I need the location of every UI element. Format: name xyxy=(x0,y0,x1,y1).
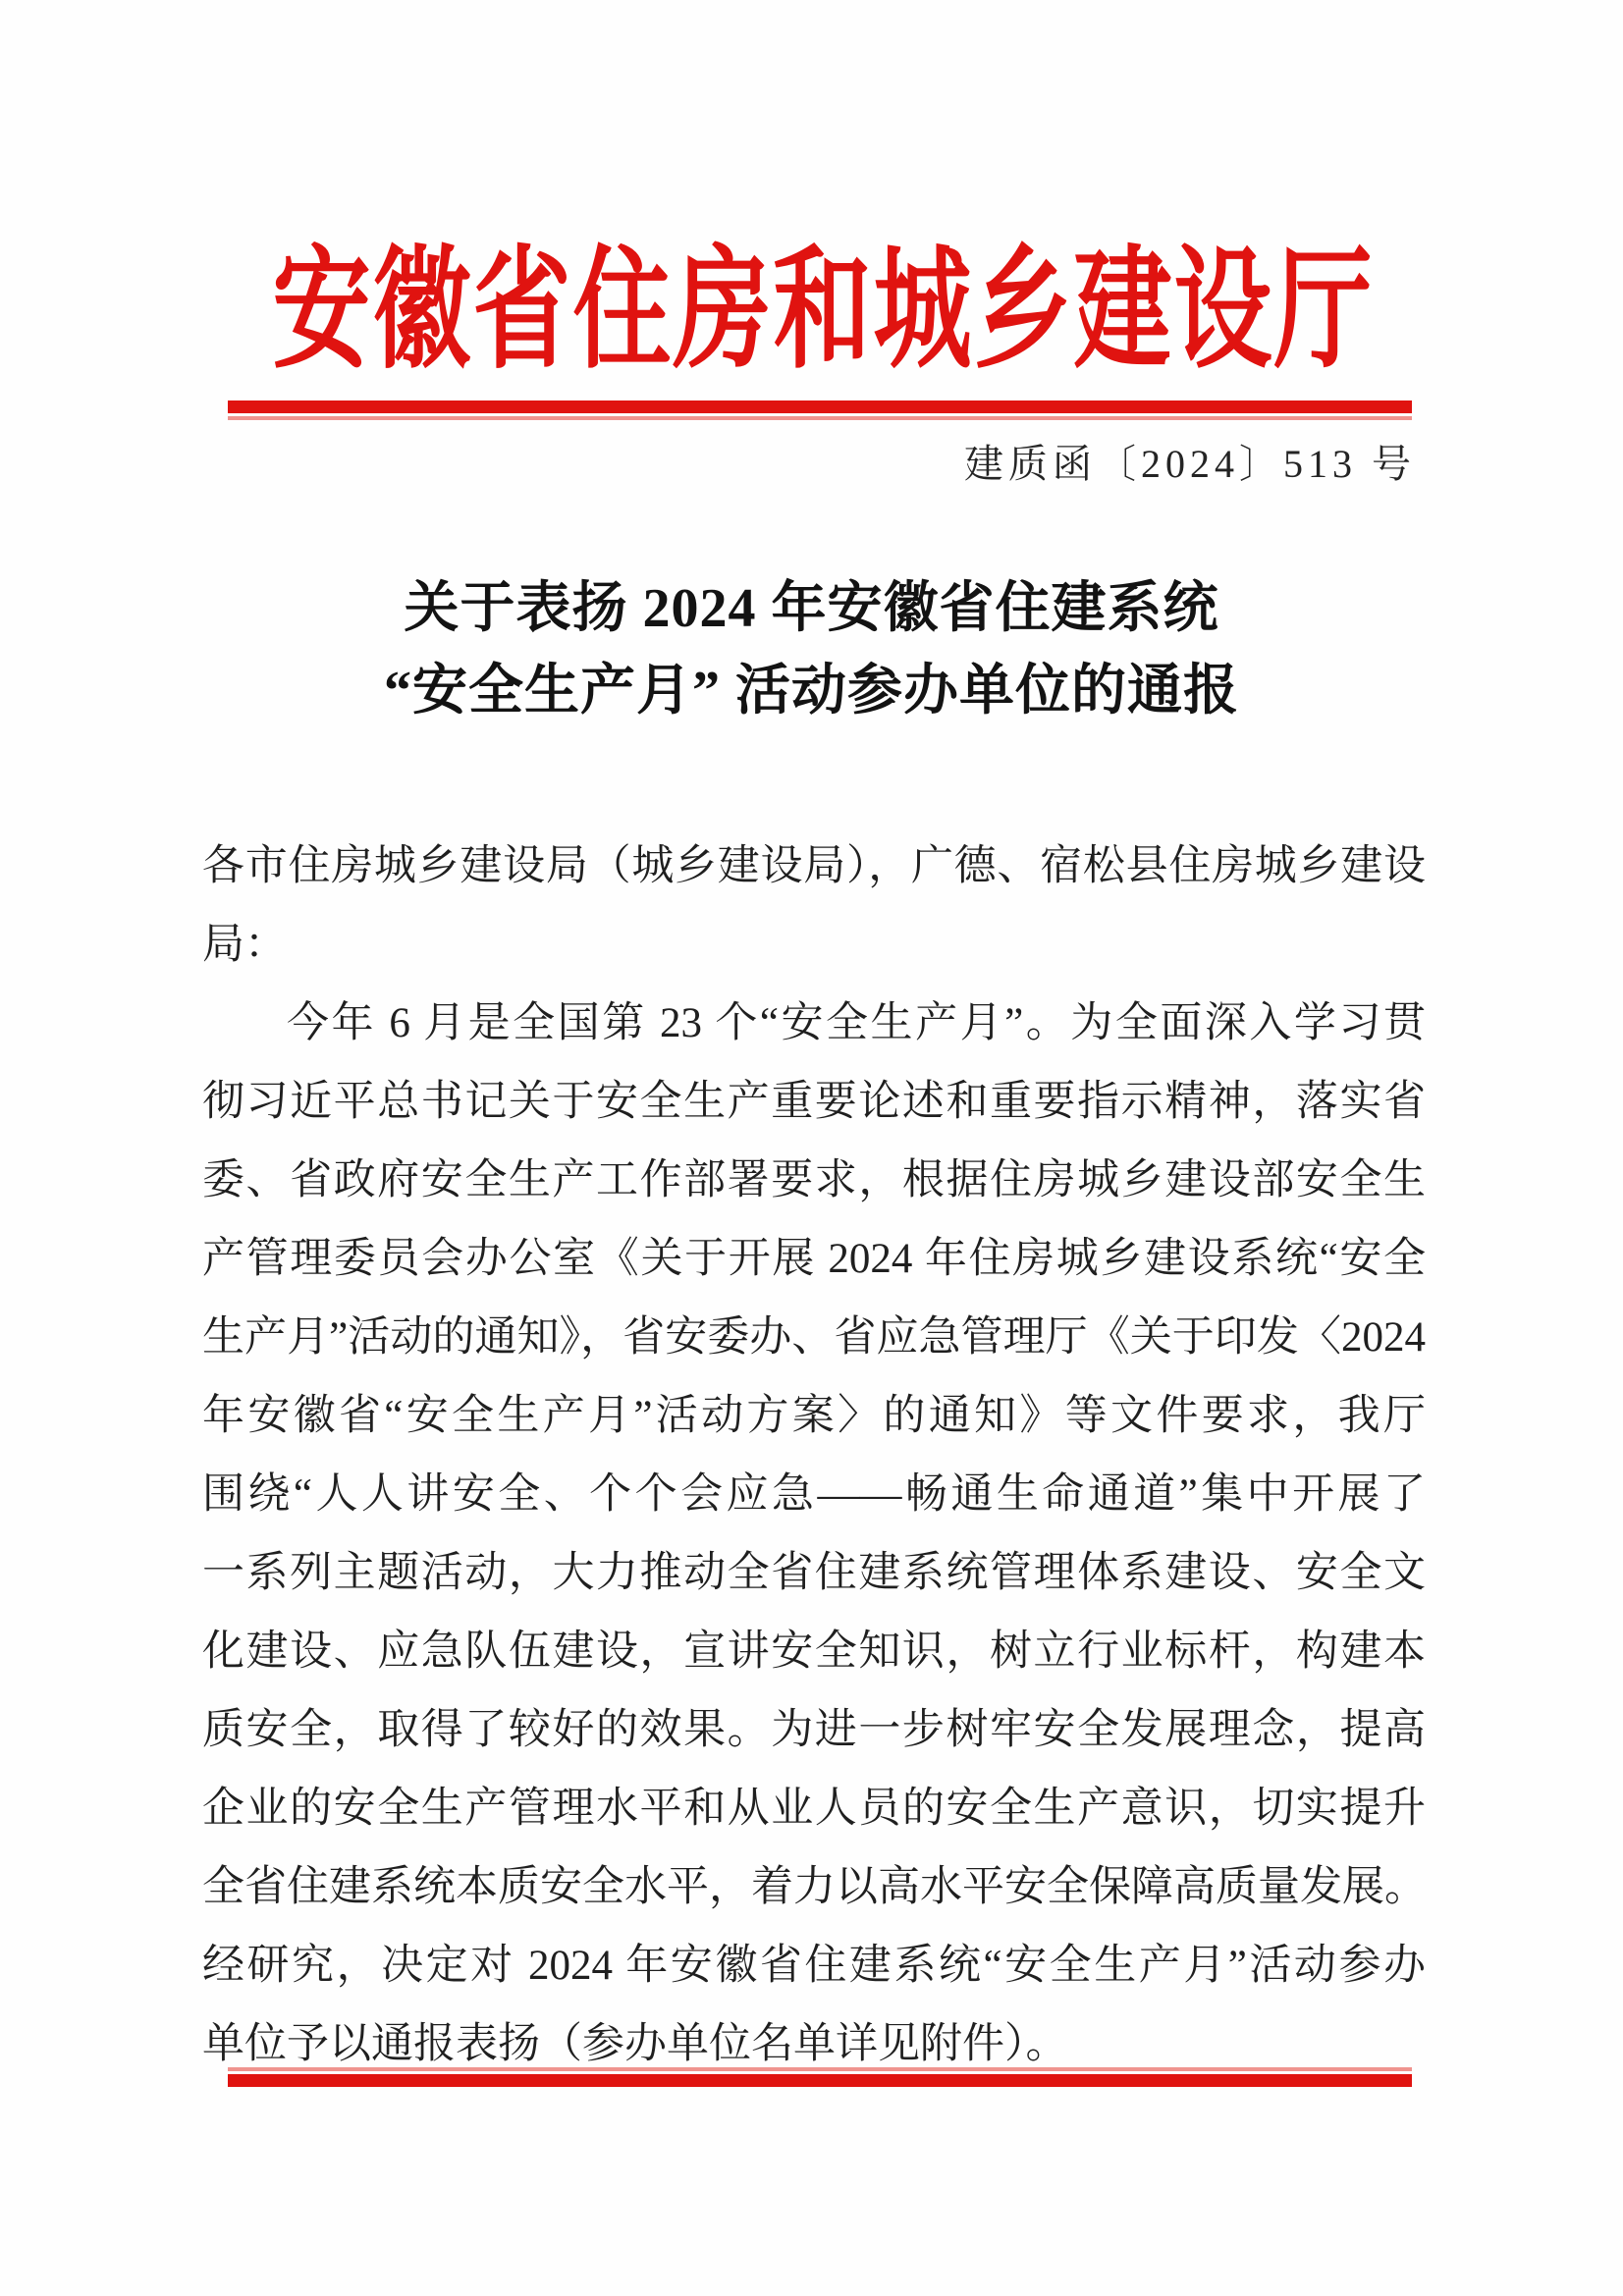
body-line: 经研究，决定对 2024 年安徽省住建系统“安全生产月”活动参办 xyxy=(202,1943,1426,1989)
body-line: 化建设、应急队伍建设，宣讲安全知识，树立行业标杆，构建本 xyxy=(202,1629,1426,1675)
body-line: 彻习近平总书记关于安全生产重要论述和重要指示精神，落实省 xyxy=(202,1079,1426,1125)
document-number: 建质函〔2024〕513 号 xyxy=(964,442,1416,486)
body-line: 各市住房城乡建设局（城乡建设局），广德、宿松县住房城乡建设 xyxy=(202,843,1426,889)
red-rule-top-thin xyxy=(228,416,1412,420)
body-line: 年安徽省“安全生产月”活动方案〉的通知》等文件要求，我厅 xyxy=(202,1393,1426,1439)
body-line: 委、省政府安全生产工作部署要求，根据住房城乡建设部安全生 xyxy=(202,1157,1426,1203)
body-line: 全省住建系统本质安全水平，着力以高水平安全保障高质量发展。 xyxy=(202,1864,1427,1910)
body-line: 单位予以通报表扬（参办单位名单详见附件）。 xyxy=(202,2021,1068,2067)
red-rule-top-thick xyxy=(228,400,1412,413)
body-line: 今年 6 月是全国第 23 个“安全生产月”。为全面深入学习贯 xyxy=(287,1000,1426,1046)
document-title xyxy=(0,567,1623,732)
document-title-line-1: 关于表扬 2024 年安徽省住建系统 xyxy=(404,578,1219,639)
body-line: 围绕“人人讲安全、个个会应急——畅通生命通道”集中开展了 xyxy=(202,1471,1426,1518)
document-title-line-2: “安全生产月” 活动参办单位的通报 xyxy=(384,661,1239,721)
red-rule-top xyxy=(228,400,1412,420)
body-line: 企业的安全生产管理水平和从业人员的安全生产意识，切实提升 xyxy=(202,1786,1426,1832)
body-line: 局： xyxy=(202,922,287,968)
red-rule-bottom xyxy=(228,2067,1412,2087)
red-rule-bottom-thick xyxy=(228,2074,1412,2087)
body-line: 产管理委员会办公室《关于开展 2024 年住房城乡建设系统“安全 xyxy=(202,1236,1426,1282)
body-line: 质安全，取得了较好的效果。为进一步树牢安全发展理念，提高 xyxy=(202,1707,1426,1753)
document-body xyxy=(202,828,1426,2084)
body-line: 一系列主题活动，大力推动全省住建系统管理体系建设、安全文 xyxy=(202,1550,1426,1596)
letterhead-title: 安徽省住房和城乡建设厅 xyxy=(272,237,1375,385)
body-line: 生产月”活动的通知》，省安委办、省应急管理厅《关于印发〈2024 xyxy=(202,1314,1426,1361)
